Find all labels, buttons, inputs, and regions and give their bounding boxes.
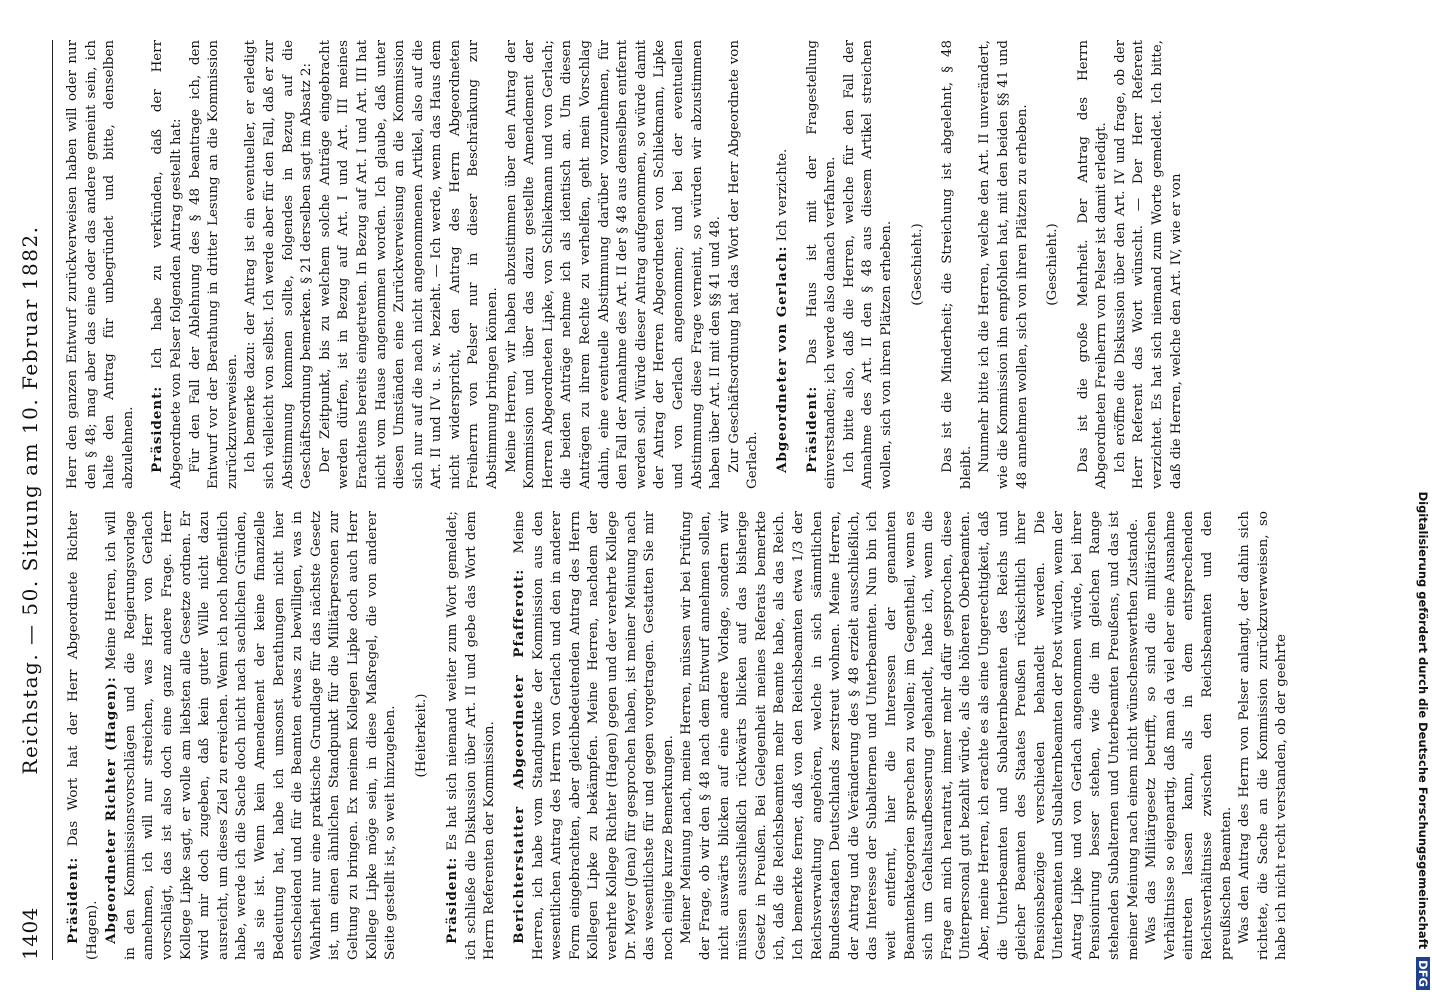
paragraph xyxy=(443,511,500,960)
paragraph: Das ist die Minderheit; die Streichung ist abgelehnt, § 48 bleibt. xyxy=(940,40,974,489)
page-header xyxy=(18,40,48,960)
stage-note: (Heiterkeit.) xyxy=(413,693,429,778)
paragraph-text: Das Haus ist mit der Fragestellung einverstanden; ich werde also danach verfahren. xyxy=(804,40,839,489)
paragraph-text: Es hat sich niemand weiter zum Wort gemeldet; ich schließe die Diskussion über Art. II und gebe das Wort dem Herrn Referenten der Kommission. xyxy=(445,511,498,960)
right-column xyxy=(64,40,1408,489)
paragraph: Was das Militärgesetz betrifft, so sind die militärischen Verhältnisse so eigenartig, daß man da viel eher eine Ausnahme eintreten lassen kann, als in dem entsprechenden Reichsverhältnisse zwischen den Reichsbeamten und den preußischen Beamten. xyxy=(1144,511,1234,960)
paragraph: Was den Antrag des Herrn von Pelser anlangt, der dahin sich richtete, die Sache an die Kommission zurückzuverweisen, so habe ich nicht recht verstanden, ob der geehrte xyxy=(1237,511,1290,960)
paragraph: Nunmehr bitte ich die Herren, welche den Art. II unverändert, wie die Kommission ihn empfohlen hat, mit den beiden §§ 41 und 48 annehmen wollen, sich von ihren Plätzen zu erheben. xyxy=(977,40,1030,489)
stage-note: (Geschieht.) xyxy=(1045,223,1061,306)
paragraph xyxy=(773,40,793,489)
paragraph: Zur Geschäftsordnung hat das Wort der Herr Abgeordnete von Gerlach. xyxy=(726,40,761,489)
page-number: 1404 xyxy=(18,907,42,960)
speaker-name: Präsident: xyxy=(803,385,820,473)
paragraph-text: Meine Herren, ich habe vom Standpunkte der Kommission aus den wesentlichen Antrag des Herrn von Gerlach und den in anderer Form eingebrachten, aber gleichbedeutenden Antrag des Herrn Kollegen Lipke zu bekämpfen. Meine Herren, nachdem der verehrte Kollege Richter (Hagen) gegen und der verehrte Kollege Dr. Meyer (Jena) für gesprochen haben, ist meiner Meinung nach das wesentlichste für und gegen vorgetragen. Gestatten Sie mir noch einige kurze Bemerkungen. xyxy=(512,511,676,960)
paragraph-text: Das Wort hat der Herr Abgeordnete Richter (Hagen). xyxy=(66,511,100,960)
quoted-rule: Der Zeitpunkt, bis zu welchem solche Anträge eingebracht werden dürfen, ist in Bezug auf Art. I und Art. III meines Erachtens bereits eingetreten. In Bezug auf Art. I und Art. III hat nicht vom Hause angenommen worden. Ich glaube, daß unter diesen Umständen eine Zurückverweisung an die Kommission sich nur auf die nach nicht angenommenen Artikel, also auf die Art. II und IV u. s. w. bezieht. — Ich werde, wenn das Haus dem nicht widerspricht, den Antrag des Herrn Abgeordneten Freiherrn von Pelser nur in dieser Beschränkung zur Abstimmung bringen können. xyxy=(317,40,501,489)
quoted-motion: Für den Fall der Ablehnung des § 48 beantrage ich, den Entwurf vor der Berathung in dritter Lesung an die Kommission zurückzuverweisen. xyxy=(187,40,240,489)
paragraph: Meiner Meinung nach, meine Herren, müssen wir bei Prüfung der Frage, ob wir den § 48 nach dem Entwurf annehmen sollen, nicht auswärts blicken auf eine andere Vorlage, sondern wir müssen ausschließlich rückwärts blicken auf das bisherige Gesetz in Preußen. Bei Gelegenheit meines Referats bemerkte ich, daß die Reichsbeamten mehr Beamte habe, als das Reich. Ich bemerkte ferner, daß von den Reichsbeamten etwa 1/3 der Reichsverwaltung angehören, welche in sich sämmtlichen Bundesstaaten Deutschlands zerstreut wohnen. Meine Herren, der Antrag und die Veränderung des § 48 erzielt ausschließlich, das Interesse der Subalternen und Unterbeamten. Nun bin ich weit entfernt, hier die Interessen der genannten Beamtenkategorien sprechen zu wollen; im Gegentheil, wenn es sich um Gehaltsaufbesserung gehandelt, habe ich, wenn die Frage an mich herantrat, immer mehr dafür gesprochen, diese Unterpersonal gut bezahlt würde, als die höheren Oberbeamten. Aber, meine Herren, ich erachte es als eine Ungerechtigkeit, daß die Unterbeamten und Subalternbeamten des Reichs und gleicher Beamten des Staates Preußen rücksichtlich ihrer Pensionsbezüge verschieden behandelt werden. Die Unterbeamten und Subalternbeamten der Post würden, wenn der Antrag Lipke und von Gerlach angenommen würde, bei ihrer Pensionirung besser stehen, wie die im gleichen Range stehenden Subalternen und Unterbeamten Preußens, und das ist meiner Meinung nach einem nicht wünschenswerthen Zustande. xyxy=(679,511,1141,960)
paragraph: Meine Herren, wir haben abzustimmen über den Antrag der Kommission und über das dazu gestellte Amendement der Herren Abgeordneten Lipke, von Schliekmann und von Gerlach; die beiden Anträge nehme ich als identisch an. Um diesen Anträgen zu ihrem Rechte zu verhelfen, geht mein Vorschlag dahin, eine eventuelle Abstimmung darüber vorzunehmen, für den Fall der Annahme des Art. II der § 48 aus demselben entfernt werden soll. Würde dieser Antrag aufgenommen, so würde damit der Antrag der Herren Abgeordneten von Schliekmann, Lipke und von Gerlach angenommen; und bei der eventuellen Abstimmung diese Frage verneint, so würden wir abzustimmen haben über Art. II mit den §§ 41 und 48. xyxy=(503,40,724,489)
speaker-name: Präsident: xyxy=(444,856,461,944)
funding-credit-text: Digitalisierung gefördert durch die Deutsche Forschungsgemeinschaft xyxy=(1416,491,1430,950)
paragraph: Ich bemerke dazu: der Antrag ist ein eventueller, er erledigt sich vielleicht von selbst. Ich werde aber für den Fall, daß er zur Abstimmung kommen sollte, folgendes in Bezug auf die Geschäftsordnung bemerken. § 21 derselben sagt im Absatz 2: xyxy=(243,40,315,489)
dfg-logo: DFG xyxy=(1416,957,1430,990)
paragraph xyxy=(148,40,186,489)
paragraph: Ich eröffne die Diskussion über den Art. IV und frage, ob der Herr Referent das Wort wünscht. — Der Herr Referent verzichtet. Es hat sich niemand zum Worte gemeldet. Ich bitte, daß die Herren, welche den Art. IV, wie er von xyxy=(1112,40,1184,489)
page-title: Reichstag. — 50. Sitzung am 10. Februar 1882. xyxy=(18,225,42,775)
paragraph xyxy=(803,40,841,489)
funding-credit xyxy=(1410,10,1430,990)
left-column xyxy=(64,511,1408,960)
paragraph-text: Ich verzichte. xyxy=(774,148,790,242)
speaker-name: Abgeordneter Richter (Hagen): xyxy=(103,676,120,944)
paragraph xyxy=(102,511,401,960)
speaker-name: Berichterstatter Abgeordneter Pfafferott: xyxy=(511,568,528,944)
stage-note: (Geschieht.) xyxy=(909,223,925,306)
speaker-name: Präsident: xyxy=(65,856,81,944)
paragraph: Herr den ganzen Entwurf zurückverweisen haben will oder nur den § 48; mag aber das eine oder das andere gemeint sein, ich halte den Antrag für unbegründet und bitte, denselben abzulehnen. xyxy=(65,40,136,489)
text-columns xyxy=(64,40,1408,960)
paragraph-text: Meine Herren, ich will in den Kommissionsvorschlägen und die Regierungsvorlage annehmen, ich will nur streichen, was Herr von Gerlach vorschlägt, das ist also doch eine ganz andere Frage. Herr Kollege Lipke sagt, er wolle am liebsten alle Gesetze ordnen. Er wird mir doch zugeben, daß kein guter Wille nicht dazu ausreicht, um dieses Ziel zu erreichen. Wenn ich noch hoffentlich habe, werde ich die Sache doch nicht nach sachlichen Gründen, als sie ist. Wenn kein Amendement der keine finanzielle Bedeutung hat, habe ich umsonst Berathungen nicht hier entscheidend und für die Beamten etwas zu bewilligen, was in Wahrheit nur eine praktische Grundlage für das nächste Gesetz ist, um einen ähnlichen Standpunkt für die Militärpersonen zur Geltung zu bringen. Ex meinem Kollegen Lipke doch auch Herr Kollege Lipke möge sein, in diese Maßregel, die von anderer Seite gestellt ist, so weit hinzugehen. xyxy=(104,511,399,960)
paragraph-text: Ich habe zu verkünden, daß der Herr Abgeordnete von Pelser folgenden Antrag gestellt hat: xyxy=(150,40,184,489)
speaker-name: Präsident: xyxy=(149,385,166,473)
paragraph xyxy=(510,511,678,960)
speaker-name: Abgeordneter von Gerlach: xyxy=(773,245,790,473)
header-rule xyxy=(52,40,53,960)
paragraph: Das ist die große Mehrheit. Der Antrag des Herrn Abgeordneten Freiherrn von Pelser ist damit erledigt. xyxy=(1075,40,1110,489)
paragraph: Ich bitte also, daß die Herren, welche für den Fall der Annahme des Art. II den § 48 aus diesem Artikel streichen wollen, sich von ihren Plätzen erheben. xyxy=(841,40,894,489)
paragraph xyxy=(64,511,102,960)
funding-credit-strip xyxy=(1410,10,1430,990)
